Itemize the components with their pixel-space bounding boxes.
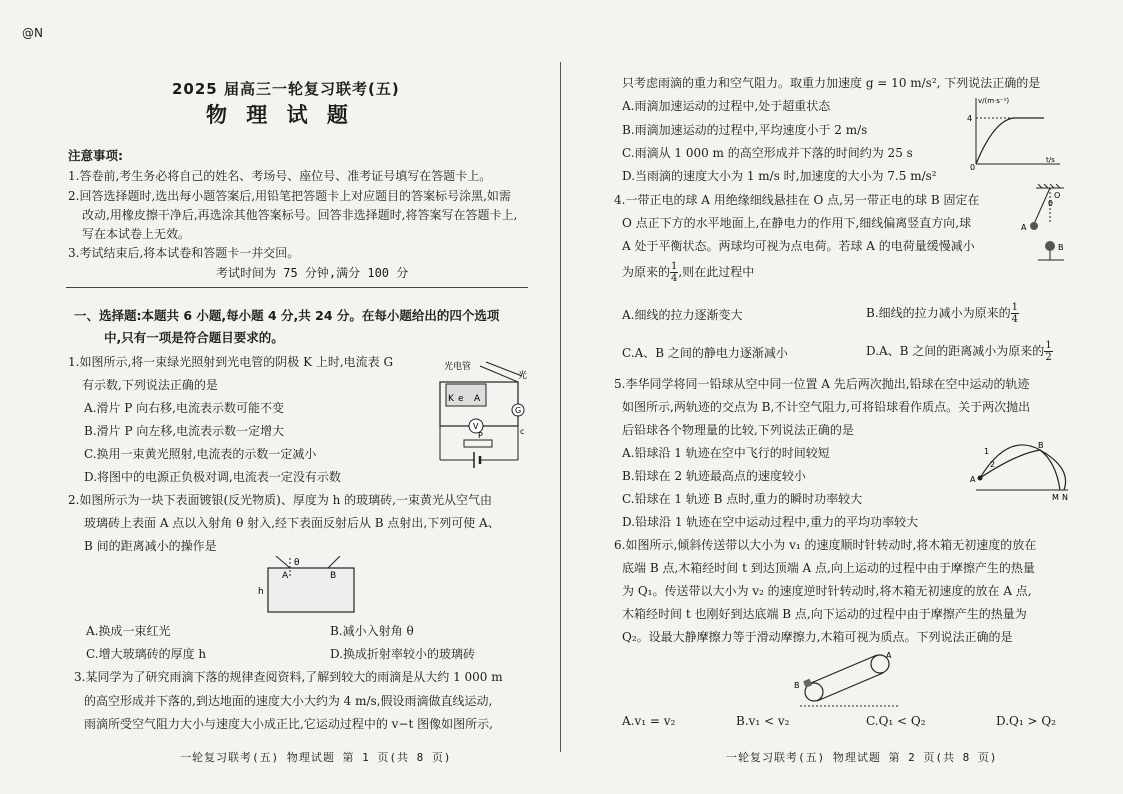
q6-option-c: C.Q₁ < Q₂ <box>866 714 926 728</box>
q3-option-b: B.雨滴加速运动的过程中,平均速度小于 2 m/s <box>622 123 868 137</box>
label-h: h <box>258 587 264 597</box>
note-line: 2.回答选择题时,选出每小题答案后,用铅笔把答题卡上对应题目的答案标号涂黑,如需 <box>68 189 511 203</box>
trajectory-figure <box>968 440 1074 502</box>
note-line: 1.答卷前,考生务必将自己的姓名、考场号、座位号、准考证号填写在答题卡上。 <box>68 169 492 183</box>
q2-stem: 玻璃砖上表面 A 点以入射角 θ 射入,经下表面反射后从 B 点射出,下列可使 A、 <box>84 516 500 530</box>
q4-option-c: C.A、B 之间的静电力逐渐减小 <box>622 346 788 360</box>
label-o: O <box>1054 191 1061 200</box>
q3-stem: 的高空形成并下落的,到达地面的速度大小大约为 4 m/s,假设雨滴做直线运动, <box>84 694 493 708</box>
label-2: 2 <box>990 460 996 469</box>
page-seal: @N <box>22 26 43 40</box>
label-c: c <box>520 427 525 436</box>
q3-stem-continued: 只考虑雨滴的重力和空气阻力。取重力加速度 g = 10 m/s², 下列说法正确的是 <box>622 76 1041 90</box>
page-footer: 一轮复习联考(五) 物理试题 第 2 页(共 8 页) <box>726 751 998 764</box>
q5-option-c: C.铅球在 1 轨迹 B 点时,重力的瞬时功率较大 <box>622 492 863 506</box>
label-light: 光 <box>518 371 528 381</box>
note-line: 改动,用橡皮擦干净后,再选涂其他答案标号。回答非选择题时,将答案写在答题卡上, <box>82 208 518 222</box>
q6-stem: Q₂。设最大静摩擦力等于滑动摩擦力,木箱可视为质点。下列说法正确的是 <box>622 630 1013 644</box>
page-footer: 一轮复习联考(五) 物理试题 第 1 页(共 8 页) <box>180 751 452 764</box>
label-a: A <box>1021 223 1027 232</box>
label-n: N <box>1062 493 1068 502</box>
q5-option-d: D.铅球沿 1 轨迹在空中运动过程中,重力的平均功率较大 <box>622 515 919 529</box>
conveyor-figure <box>794 648 904 708</box>
page-2 <box>566 0 1123 794</box>
q4-stem: A 处于平衡状态。两球均可视为点电荷。若球 A 的电荷量缓慢减小 <box>622 239 975 253</box>
numerator: 1 <box>1045 340 1052 351</box>
q6-option-a: A.v₁ = v₂ <box>622 714 676 728</box>
q5-option-b: B.铅球在 2 轨迹最高点的速度较小 <box>622 469 806 483</box>
numerator: 1 <box>671 261 678 272</box>
q4-stem-last <box>622 261 754 284</box>
fraction <box>1044 340 1052 363</box>
note-line: 写在本试卷上无效。 <box>82 227 191 241</box>
section-heading: 中,只有一项是符合题目要求的。 <box>104 330 284 345</box>
subject-title: 物 理 试 题 <box>206 103 354 127</box>
q1-option-b: B.滑片 P 向左移,电流表示数一定增大 <box>84 424 285 438</box>
label-v: V <box>473 422 479 431</box>
q3-stem: 雨滴所受空气阻力大小与速度大小成正比,它运动过程中的 v−t 图像如图所示, <box>84 717 493 731</box>
label-a: A <box>282 571 289 581</box>
label-b: B <box>794 681 800 690</box>
q6-stem: 木箱经时间 t 也刚好到达底端 B 点,向下运动的过程中由于摩擦产生的热量为 <box>622 607 1027 621</box>
vt-graph-figure <box>964 92 1064 170</box>
q4-stem: O 点正下方的水平地面上,在静电力的作用下,细线偏离竖直方向,球 <box>622 216 972 230</box>
divider-line <box>66 287 528 288</box>
q1-option-c: C.换用一束黄光照射,电流表的示数一定减小 <box>84 447 317 461</box>
rheostat-icon <box>464 440 492 447</box>
glass-block <box>268 568 354 612</box>
q6-stem: 底端 B 点,木箱经时间 t 到达顶端 A 点,向上运动的过程中由于摩擦产生的热量 <box>622 561 1035 575</box>
q2-stem: B 间的距离减小的操作是 <box>84 539 217 553</box>
q5-stem: 后铅球各个物理量的比较,下列说法正确的是 <box>622 423 854 437</box>
q3-option-d: D.当雨滴的速度大小为 1 m/s 时,加速度的大小为 7.5 m/s² <box>622 169 937 183</box>
q4-stem: 4.一带正电的球 A 用绝缘细线悬挂在 O 点,另一带正电的球 B 固定在 <box>614 193 980 207</box>
q2-option-c: C.增大玻璃砖的厚度 h <box>86 647 207 661</box>
q1-stem: 1.如图所示,将一束绿光照射到光电管的阴极 K 上时,电流表 G <box>68 355 394 369</box>
ball-a <box>1030 222 1038 230</box>
graph-origin: 0 <box>970 163 976 170</box>
graph-tick-4: 4 <box>967 114 973 123</box>
label-b: B <box>1038 441 1044 450</box>
trajectory-2 <box>980 450 1060 490</box>
denominator: 4 <box>671 273 678 284</box>
q1-option-d: D.将图中的电源正负极对调,电流表一定没有示数 <box>84 470 341 484</box>
label-phototube: 光电管 <box>444 362 472 372</box>
label-k: K <box>448 394 454 404</box>
note-line: 3.考试结束后,将本试卷和答题卡一并交回。 <box>68 246 300 260</box>
pendulum-figure <box>1018 184 1076 270</box>
label-theta: θ <box>1048 199 1053 208</box>
text: D.A、B 之间的距离减小为原来的 <box>866 344 1045 358</box>
numerator: 1 <box>1011 302 1019 313</box>
q1-stem: 有示数,下列说法正确的是 <box>82 378 218 392</box>
label-a: A <box>970 475 976 484</box>
phototube-circuit-figure <box>430 356 530 490</box>
q6-stem: 为 Q₁。传送带以大小为 v₂ 的速度逆时针转动时,将木箱无初速度的放在 A 点, <box>622 584 1032 598</box>
exam-time: 考试时间为 75 分钟,满分 100 分 <box>216 266 409 280</box>
q2-option-b: B.减小入射角 θ <box>330 624 414 638</box>
q3-stem: 3.某同学为了研究雨滴下落的规律查阅资料,了解到较大的雨滴是从大约 1 000 m <box>74 670 503 684</box>
text: 为原来的 <box>622 265 671 279</box>
text: B.细线的拉力减小为原来的 <box>866 306 1011 320</box>
section-heading: 一、选择题:本题共 6 小题,每小题 4 分,共 24 分。在每小题给出的四个选项 <box>74 308 500 323</box>
q6-option-d: D.Q₁ > Q₂ <box>996 714 1056 728</box>
label-theta: θ <box>294 558 300 568</box>
q4-option-b <box>866 302 1019 325</box>
q3-option-c: C.雨滴从 1 000 m 的高空形成并下落的时间约为 25 s <box>622 146 913 160</box>
q5-stem: 5.李华同学将同一铅球从空中同一位置 A 先后两次抛出,铅球在空中运动的轨迹 <box>614 377 1030 391</box>
point-a <box>978 476 983 481</box>
graph-xlabel: t/s <box>1046 156 1055 164</box>
q6-option-b: B.v₁ < v₂ <box>736 714 790 728</box>
label-b: B <box>330 571 337 581</box>
q2-option-a: A.换成一束红光 <box>86 624 171 638</box>
q5-option-a: A.铅球沿 1 轨迹在空中飞行的时间较短 <box>622 446 830 460</box>
q5-stem: 如图所示,两轨迹的交点为 B,不计空气阻力,可将铅球看作质点。关于两次抛出 <box>622 400 1031 414</box>
q4-option-d <box>866 340 1053 363</box>
denominator: 2 <box>1045 352 1052 363</box>
notes-heading: 注意事项: <box>68 148 123 163</box>
q6-stem: 6.如图所示,倾斜传送带以大小为 v₁ 的速度顺时针转动时,将木箱无初速度的放在 <box>614 538 1037 552</box>
graph-ylabel: v/(m·s⁻¹) <box>978 97 1010 105</box>
label-e: e <box>458 394 464 404</box>
box-icon <box>803 679 812 688</box>
label-g: G <box>515 406 522 415</box>
fraction <box>1011 302 1019 325</box>
label-m: M <box>1052 493 1059 502</box>
label-a: A <box>886 651 892 660</box>
label-1: 1 <box>984 447 990 456</box>
page-divider <box>560 62 561 752</box>
q4-option-a: A.细线的拉力逐渐变大 <box>622 308 743 322</box>
text: ,则在此过程中 <box>678 265 755 279</box>
glass-block-figure <box>256 556 364 618</box>
q2-option-d: D.换成折射率较小的玻璃砖 <box>330 647 476 661</box>
ball-b <box>1045 241 1055 251</box>
label-b: B <box>1058 243 1064 252</box>
q3-option-a: A.雨滴加速运动的过程中,处于超重状态 <box>622 99 831 113</box>
q2-stem: 2.如图所示为一块下表面镀银(反光物质)、厚度为 h 的玻璃砖,一束黄光从空气由 <box>68 493 492 507</box>
exam-title: 2025 届高三一轮复习联考(五) <box>172 80 400 98</box>
label-a: A <box>474 394 481 404</box>
label-p: P <box>478 431 483 440</box>
page-1 <box>0 0 556 794</box>
q1-option-a: A.滑片 P 向右移,电流表示数可能不变 <box>84 401 284 415</box>
denominator: 4 <box>1011 314 1019 325</box>
vt-curve <box>976 118 1044 164</box>
